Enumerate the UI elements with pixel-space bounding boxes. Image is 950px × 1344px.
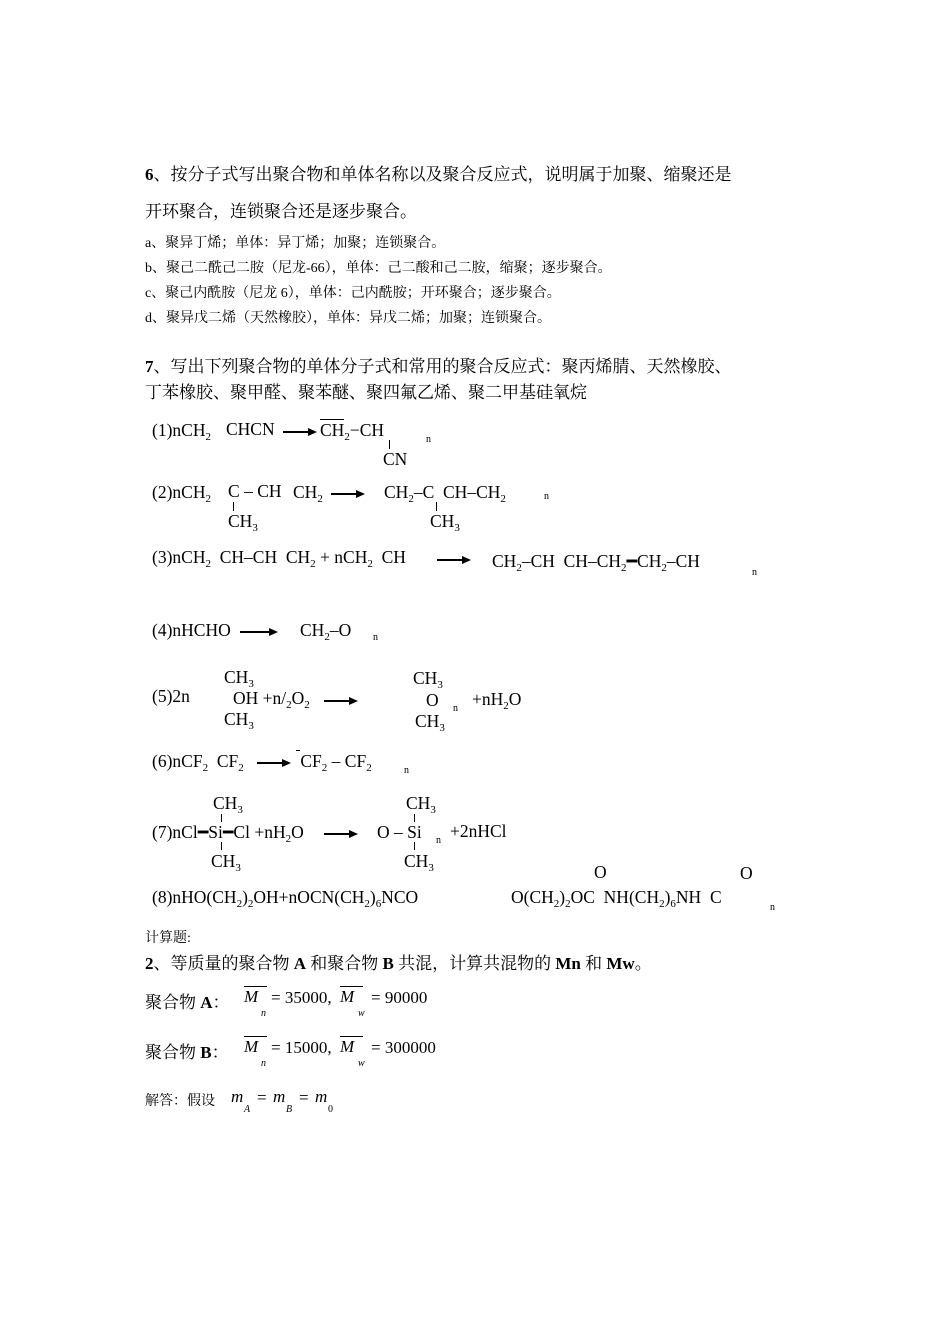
r1-n: n xyxy=(426,434,431,445)
q6-text1: 、按分子式写出聚合物和单体名称以及聚合反应式，说明属于加聚、缩聚还是 xyxy=(153,165,732,184)
r5-product-methyl-bottom: $CH_3$ xyxy=(415,711,445,734)
r7-product-methyl-top: $CH_3$ xyxy=(406,793,436,816)
b-mn-value: = 15000, xyxy=(271,1038,332,1057)
r7-n: n xyxy=(436,835,441,846)
r5-reactant: OH $+n/_2O_2$ xyxy=(233,688,310,711)
r1-product-cn: CN xyxy=(383,449,408,469)
r7-arrow xyxy=(324,833,356,835)
a-mw-sub: w xyxy=(358,1008,365,1019)
q6-answer-a: a、聚异丁烯；单体：异丁烯；加聚；连锁聚合。 xyxy=(145,236,446,251)
r6-n: n xyxy=(404,765,409,776)
solution-text: 解答：假设 xyxy=(145,1094,215,1109)
q6-answer-b: b、聚己二酰己二胺（尼龙-66），单体：己二酸和己二胺，缩聚；逐步聚合。 xyxy=(145,261,612,276)
polymer-b-label: 聚合物 B： xyxy=(145,1043,229,1062)
r7-product: O – Si xyxy=(377,822,422,842)
r7-methyl-top: $CH_3$ xyxy=(213,793,243,816)
r5-methyl-bottom: $CH_3$ xyxy=(224,709,254,732)
r2-n: n xyxy=(544,491,549,502)
r2-methyl1: $CH_3$ xyxy=(228,511,258,534)
r2-arrow xyxy=(331,493,363,495)
r5-product-methyl-top: $CH_3$ xyxy=(413,668,443,691)
solution-sub-b: B xyxy=(286,1104,293,1115)
q6-line2: 开环聚合，连锁聚合还是逐步聚合。 xyxy=(145,202,417,221)
r5-methyl-top: $CH_3$ xyxy=(224,667,254,690)
a-mw-m: M xyxy=(340,987,355,1006)
r6-reactant: (6)nCF$_2$ $CF_2$ xyxy=(152,751,244,774)
r1-reactant2: CHCN xyxy=(226,419,275,439)
solution-m-b: m xyxy=(273,1087,286,1106)
calc-heading: 计算题: xyxy=(145,931,191,946)
r7-methyl-bottom: $CH_3$ xyxy=(211,851,241,874)
r6-product: $CF_2 - CF_2$ xyxy=(296,751,372,772)
a-mn-m: M xyxy=(244,987,259,1006)
q6-line1 xyxy=(145,160,732,185)
solution-sub-a: A xyxy=(244,1104,251,1115)
r7-reactant: (7)nCl━Si━Cl $+nH_2O$ xyxy=(152,822,304,845)
a-mw-value: = 90000 xyxy=(371,988,428,1007)
b-mw-value: = 300000 xyxy=(371,1038,436,1057)
q7-line2: 丁苯橡胶、聚甲醛、聚苯醚、聚四氟乙烯、聚二甲基硅氧烷 xyxy=(145,383,587,402)
a-mn-value: = 35000, xyxy=(271,988,332,1007)
r7-product-bond-top xyxy=(414,814,415,822)
r4-reactant: (4)nHCHO xyxy=(152,620,231,640)
r2-product: $CH_2-C$ $CH-CH_2$ xyxy=(384,482,506,505)
q7-text1: 、写出下列聚合物的单体分子式和常用的聚合反应式：聚丙烯腈、天然橡胶、 xyxy=(153,357,732,376)
r7-hcl: +2nHCl xyxy=(450,821,507,841)
solution-eq2: = xyxy=(299,1088,309,1107)
r3-arrow xyxy=(437,559,469,561)
r4-arrow xyxy=(240,631,276,633)
r2-bond1 xyxy=(233,502,234,511)
r7-bond-bottom xyxy=(221,842,222,850)
r7-bond-top xyxy=(221,814,222,822)
q7-number: 7 xyxy=(145,357,154,376)
r1-product: $CH_2-CH$ xyxy=(320,420,384,443)
r5-arrow xyxy=(324,700,356,702)
r4-n: n xyxy=(373,632,378,643)
solution-m-a: m xyxy=(231,1087,244,1106)
q6-answer-c: c、聚己内酰胺（尼龙 6），单体：己内酰胺；开环聚合；逐步聚合。 xyxy=(145,286,561,301)
r3-reactant: (3)nCH$_2$ CH–CH $CH_2 + nCH_2$ CH xyxy=(152,547,406,570)
r2-reactant: (2)nCH$_2$ xyxy=(152,482,211,505)
calc-question: 2、等质量的聚合物 A 和聚合物 B 共混，计算共混物的 Mn 和 Mw。 xyxy=(145,954,652,973)
b-mw-m: M xyxy=(340,1037,355,1056)
b-mn-sub: n xyxy=(261,1058,266,1069)
q7-line1 xyxy=(145,352,732,377)
r5-water: $+nH_2O$ xyxy=(472,689,522,712)
a-mn-sub: n xyxy=(261,1008,266,1019)
r1-arrow xyxy=(283,431,315,433)
r8-n: n xyxy=(770,902,775,913)
solution-m-0: m xyxy=(315,1087,328,1106)
solution-sub-0: 0 xyxy=(328,1104,333,1115)
r8-reactant: $(8)nHO(CH_2)_2OH+nOCN(CH_2)_6NCO$ xyxy=(152,887,419,910)
r6-arrow xyxy=(257,762,289,764)
r5-n: n xyxy=(453,703,458,714)
r2-methyl2: $CH_3$ xyxy=(430,511,460,534)
r7-product-bond-bottom xyxy=(414,842,415,850)
solution-eq1: = xyxy=(257,1088,267,1107)
b-mn-m: M xyxy=(244,1037,259,1056)
b-mw-sub: w xyxy=(358,1058,365,1069)
r1-bond xyxy=(389,440,390,449)
r3-product: $CH_2-CH$ $CH-CH_2━CH_2-CH$ xyxy=(492,551,700,574)
r2-reactant-c: C – CH xyxy=(228,481,282,501)
r3-n: n xyxy=(752,567,757,578)
polymer-a-label: 聚合物 A： xyxy=(145,993,230,1012)
r1-reactant: (1)nCH$_2$ xyxy=(152,420,211,443)
r5-product-o: O xyxy=(426,690,439,710)
r2-reactant-ch2: $CH_2$ xyxy=(293,482,323,505)
q6-answer-d: d、聚异戊二烯（天然橡胶），单体：异戊二烯；加聚；连锁聚合。 xyxy=(145,311,551,326)
r8-carbonyl-o1: O xyxy=(594,862,607,882)
r4-product: $CH_2-O$ xyxy=(300,620,352,643)
r8-carbonyl-o2: O xyxy=(740,863,753,883)
r8-product: $O(CH_2)_2OC$ $NH(CH_2)_6NH$ C xyxy=(511,887,722,910)
r5-coef: (5)2n xyxy=(152,686,190,706)
r2-bond2 xyxy=(436,502,437,511)
r7-product-methyl-bottom: $CH_3$ xyxy=(404,851,434,874)
q6-number: 6 xyxy=(145,165,154,184)
